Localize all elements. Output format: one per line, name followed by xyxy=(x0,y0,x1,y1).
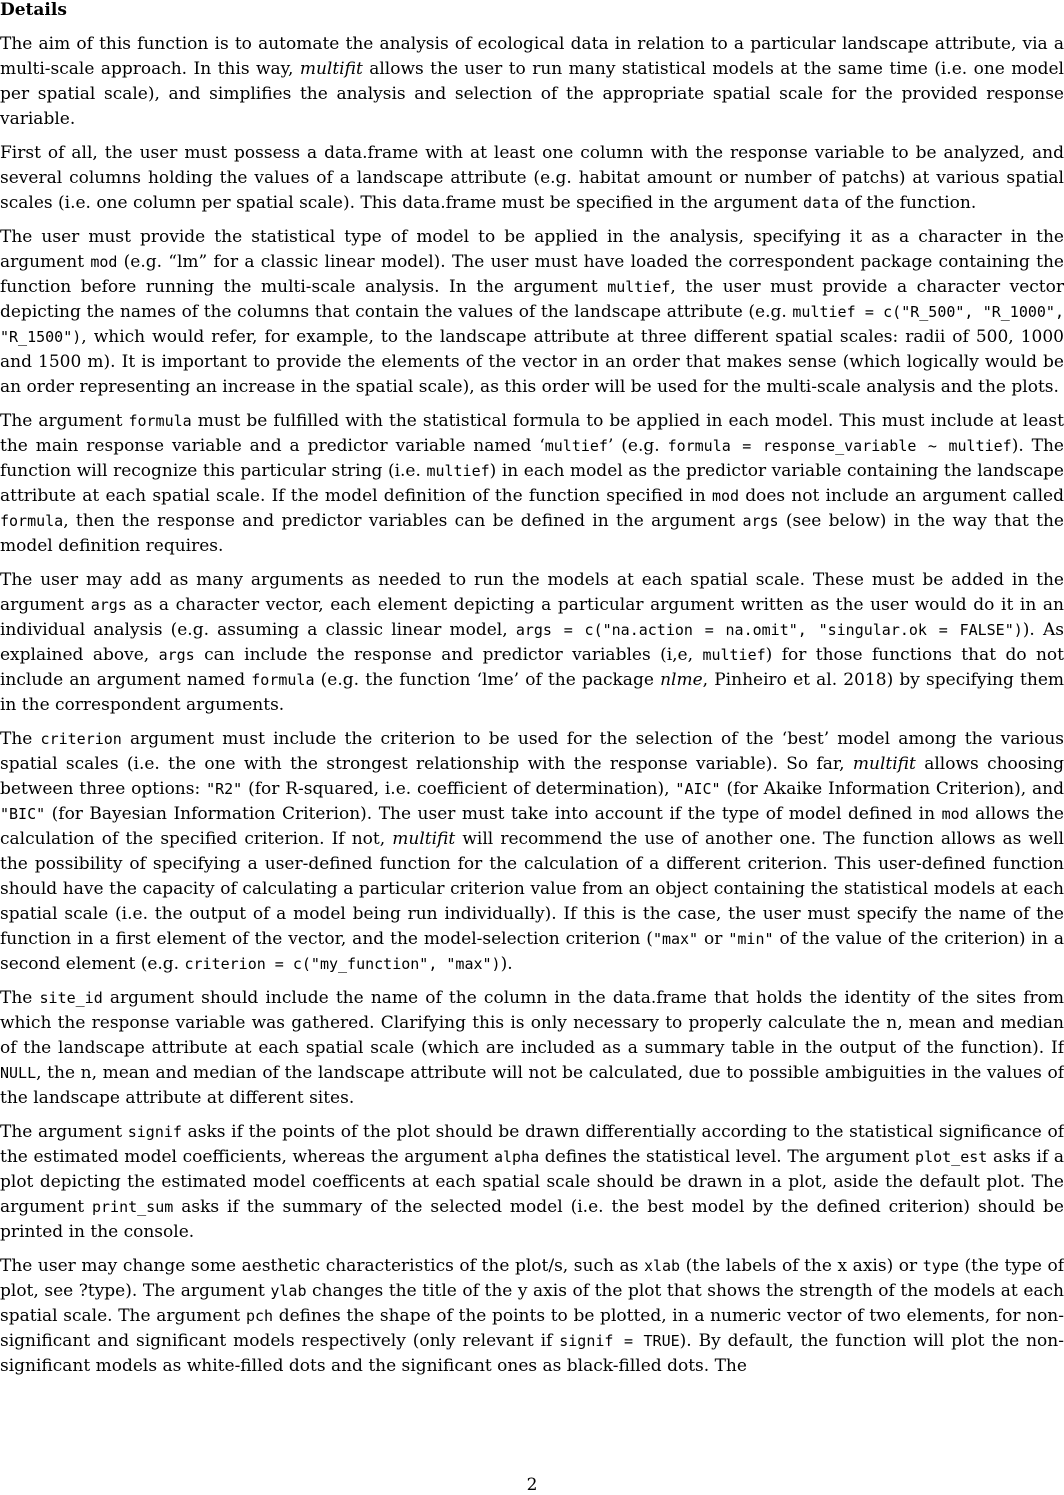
paragraph-text: defines the statistical level. The argument xyxy=(539,1147,916,1167)
paragraph-text: (for Akaike Information Criterion), and xyxy=(720,779,1064,799)
paragraph-text: The user may add as many arguments as needed to run the models at each spatial scale. These must be added in the argument xyxy=(0,570,1064,615)
paragraph-text: (see below) in the way that the model definition requires. xyxy=(0,511,1064,556)
emphasized-text: multifit xyxy=(392,829,456,849)
emphasized-text: multifit xyxy=(299,59,363,79)
paragraph-text: (the labels of the x axis) or xyxy=(680,1256,923,1276)
inline-code: "R2" xyxy=(206,780,243,798)
inline-code: "max" xyxy=(652,930,699,948)
paragraph-text: , Pinheiro et al. 2018) by specifying them in the correspondent arguments. xyxy=(0,670,1064,715)
paragraph-text: allows the calculation of the specified criterion. If not, xyxy=(0,804,1064,849)
inline-code: xlab xyxy=(643,1257,681,1275)
inline-code: signif xyxy=(127,1123,182,1141)
body-paragraph xyxy=(0,409,1064,559)
paragraph-text: The argument xyxy=(0,411,129,431)
paragraph-text: changes the title of the y axis of the plot that shows the strength of the models at each spatial scale. The argument xyxy=(0,1281,1064,1326)
inline-code: pch xyxy=(245,1307,274,1325)
paragraph-text: argument must include the criterion to be used for the selection of the ‘best’ model among the various spatial scales (i.e. the one with the strongest relationship with the response variable). So far, xyxy=(0,729,1064,774)
inline-code: multief xyxy=(607,278,671,296)
paragraph-text: ). The function will recognize this particular string (i.e. xyxy=(0,436,1064,481)
body-paragraph xyxy=(0,727,1064,977)
emphasized-text: nlme xyxy=(660,670,703,690)
paragraph-text: The user must provide the statistical type of model to be applied in the analysis, specifying it as a character in the argument xyxy=(0,227,1064,272)
inline-code: data xyxy=(802,194,840,212)
paragraph-text: ) for those functions that do not include an argument named xyxy=(0,645,1064,690)
inline-code: mod xyxy=(711,487,740,505)
inline-code: "min" xyxy=(728,930,774,948)
paragraph-text: ). By default, the function will plot the non-significant models as white-filled dots and the significant ones as black-filled dots. The xyxy=(0,1331,1064,1376)
inline-code: criterion xyxy=(40,730,122,748)
inline-code: "AIC" xyxy=(675,780,721,798)
inline-code: args xyxy=(158,646,195,664)
paragraph-text: , the n, mean and median of the landscape attribute will not be calculated, due to possible ambiguities in the values of the landscape attribute at different sites. xyxy=(0,1063,1064,1108)
paragraph-text: of the value of the criterion) in a second element (e.g. xyxy=(0,929,1064,974)
inline-code: multief xyxy=(544,437,608,455)
inline-code: args xyxy=(742,512,779,530)
inline-code: "BIC" xyxy=(0,805,46,823)
paragraph-text: (e.g. “lm” for a classic linear model). The user must have loaded the correspondent package containing the function before running the multi-scale analysis. In the argument xyxy=(0,252,1064,297)
paragraph-text: allows choosing between three options: xyxy=(0,754,1064,799)
inline-code: signif = TRUE xyxy=(559,1332,680,1350)
inline-code: ylab xyxy=(270,1282,307,1300)
inline-code: multief xyxy=(426,462,490,480)
paragraph-text: (e.g. the function ‘lme’ of the package xyxy=(314,670,661,690)
paragraph-text: (the type of plot, see ?type). The argument xyxy=(0,1256,1064,1301)
inline-code: formula xyxy=(0,512,64,530)
emphasized-text: multifit xyxy=(852,754,916,774)
inline-code: mod xyxy=(90,253,118,271)
inline-code: multief = c("R_500", "R_1000", "R_1500") xyxy=(0,303,1064,346)
paragraph-text: argument should include the name of the column in the data.frame that holds the identity of the sites from which the response variable was gathered. Clarifying this is only necessary to properly calculate the n, mean and median of the landscape attribute at each spatial scale (which are included as a summary table in the output of the function). If xyxy=(0,988,1064,1058)
paragraph-text: asks if the points of the plot should be drawn differentially according to the statistical significance of the estimated model coefficients, whereas the argument xyxy=(0,1122,1064,1167)
paragraph-text: defines the shape of the points to be plotted, in a numeric vector of two elements, for non-significant and significant models respectively (only relevant if xyxy=(0,1306,1064,1351)
paragraph-text: or xyxy=(698,929,729,949)
paragraph-text: ’ (e.g. xyxy=(607,436,668,456)
paragraph-text: ). As explained above, xyxy=(0,620,1064,665)
inline-code: multief xyxy=(702,646,766,664)
paragraph-text: , then the response and predictor variables can be defined in the argument xyxy=(63,511,743,531)
paragraph-list xyxy=(0,32,1064,1379)
body-paragraph xyxy=(0,1254,1064,1379)
paragraph-text: as a character vector, each element depicting a particular argument written as the user would do it in an individual analysis (e.g. assuming a classic linear model, xyxy=(0,595,1064,640)
paragraph-text: , the user must provide a character vector depicting the names of the columns that contain the values of the landscape attribute (e.g. xyxy=(0,277,1064,322)
body-paragraph xyxy=(0,568,1064,718)
paragraph-text: ) in each model as the predictor variable containing the landscape attribute at each spatial scale. If the model definition of the function specified in xyxy=(0,461,1064,506)
paragraph-text: First of all, the user must possess a data.frame with at least one column with the response variable to be analyzed, and several columns holding the values of a landscape attribute (e.g. habitat amount or number of patchs) at various spatial scales (i.e. one column per spatial scale). This data.frame must be specified in the argument xyxy=(0,143,1064,213)
paragraph-text: The xyxy=(0,988,40,1008)
body-paragraph xyxy=(0,986,1064,1111)
paragraph-text: , which would refer, for example, to the landscape attribute at three different spatial scales: radii of 500, 1000 and 1500 m). It is important to provide the elements of the vector in an order that makes sense (which logically would be an order representing an increase in the spatial scale), as this order will be used for the multi-scale analysis and the plots. xyxy=(0,327,1064,397)
inline-code: formula = response_variable ~ multief xyxy=(667,437,1012,455)
body-paragraph xyxy=(0,225,1064,400)
paragraph-text: (for Bayesian Information Criterion). The user must take into account if the type of model defined in xyxy=(45,804,942,824)
paragraph-text: The user may change some aesthetic characteristics of the plot/s, such as xyxy=(0,1256,644,1276)
body-paragraph xyxy=(0,141,1064,216)
paragraph-text: allows the user to run many statistical models at the same time (i.e. one model per spatial scale), and simplifies the analysis and selection of the appropriate spatial scale for the provided response variable. xyxy=(0,59,1064,129)
section-heading: Details xyxy=(0,0,67,20)
paragraph-text: ). xyxy=(500,954,513,974)
inline-code: formula xyxy=(128,412,192,430)
page-number: 2 xyxy=(526,1475,538,1495)
inline-code: criterion = c("my_function", "max") xyxy=(184,955,501,973)
inline-code: site_id xyxy=(39,989,103,1007)
paragraph-text: must be fulfilled with the statistical formula to be applied in each model. This must include at least the main response variable and a predictor variable named ‘ xyxy=(0,411,1064,456)
paragraph-text: The xyxy=(0,729,41,749)
body-paragraph xyxy=(0,1120,1064,1245)
body-paragraph xyxy=(0,32,1064,132)
paragraph-text: of the function. xyxy=(839,193,977,213)
paragraph-text: The aim of this function is to automate the analysis of ecological data in relation to a particular landscape attribute, via a multi-scale approach. In this way, xyxy=(0,34,1064,79)
inline-code: formula xyxy=(251,671,315,689)
paragraph-text: can include the response and predictor variables (i,e, xyxy=(194,645,703,665)
paragraph-text: will recommend the use of another one. The function allows as well the possibility of specifying a user-defined function for the calculation of a different criterion. This user-defined function should have the capacity of calculating a particular criterion value from an object containing the statistical models at each spatial scale (i.e. the output of a model being run individually). If this is the case, the user must specify the name of the function in a first element of the vector, and the model-selection criterion ( xyxy=(0,829,1064,949)
inline-code: print_sum xyxy=(92,1198,174,1216)
paragraph-text: The argument xyxy=(0,1122,128,1142)
paragraph-text: (for R-squared, i.e. coefficient of determination), xyxy=(242,779,676,799)
inline-code: args xyxy=(90,596,127,614)
paragraph-text: does not include an argument called xyxy=(739,486,1064,506)
inline-code: type xyxy=(922,1257,959,1275)
paragraph-text: asks if the summary of the selected model (i.e. the best model by the defined criterion) should be printed in the console. xyxy=(0,1197,1064,1242)
inline-code: alpha xyxy=(494,1148,540,1166)
inline-code: mod xyxy=(941,805,969,823)
inline-code: plot_est xyxy=(915,1148,988,1166)
paragraph-text: asks if a plot depicting the estimated model coefficents at each spatial scale should be drawn in a plot, aside the default plot. The argument xyxy=(0,1147,1064,1217)
inline-code: NULL xyxy=(0,1064,37,1082)
inline-code: args = c("na.action = na.omit", "singular.ok = FALSE") xyxy=(515,621,1023,639)
